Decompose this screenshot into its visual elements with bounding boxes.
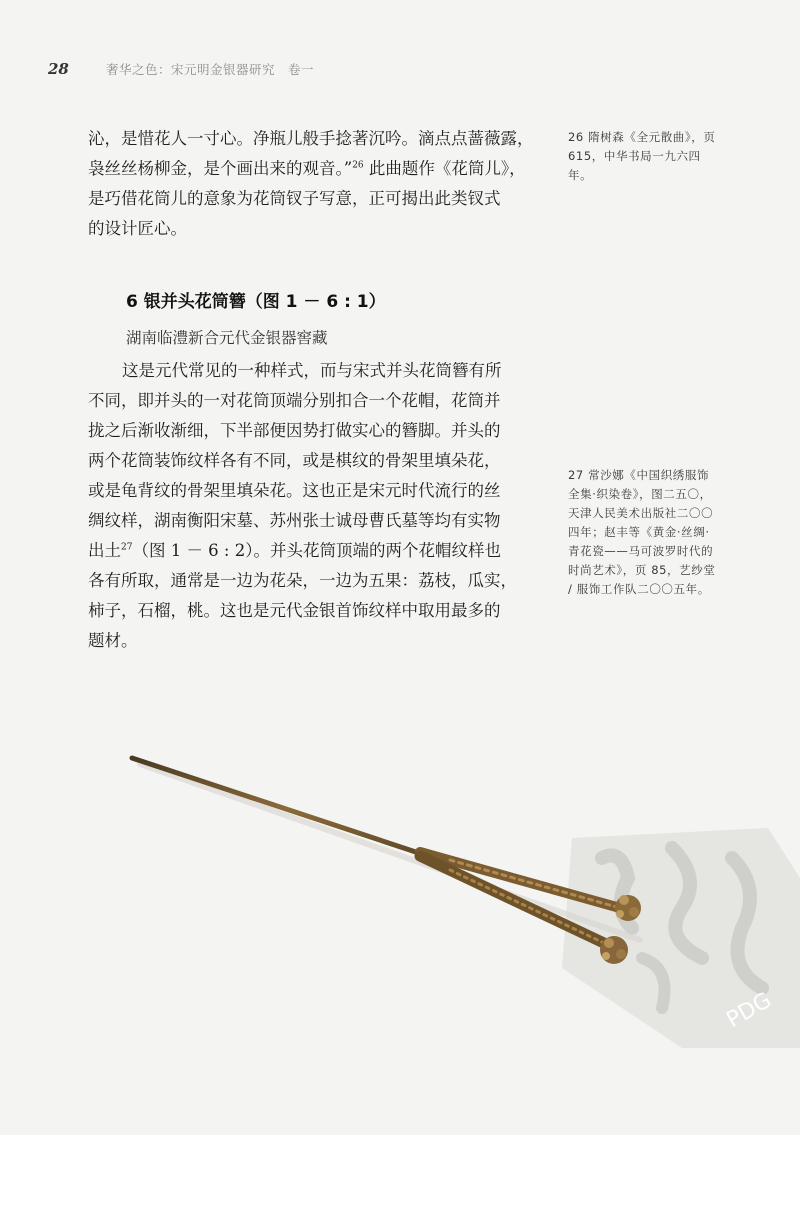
- footnote-ref-27[interactable]: 27: [121, 542, 133, 553]
- footnote-26: 26 隋树森《全元散曲》，页 615，中华书局一九六四年。: [568, 130, 716, 182]
- watermark-text: PDG: [722, 987, 776, 1034]
- flower-cap-upper: [615, 895, 641, 921]
- text-line: 拢之后渐收渐细，下半部便因势打做实心的簪脚。并头的: [88, 421, 501, 440]
- text-line: 各有所取，通常是一边为花朵，一边为五果：荔枝，瓜实，: [88, 571, 517, 590]
- paragraph-main: [88, 356, 550, 656]
- footnote-ref-26[interactable]: 26: [352, 160, 364, 171]
- section-subheading: 湖南临澧新合元代金银器窖藏: [126, 329, 328, 347]
- text-line: 绸纹样，湖南衡阳宋墓、苏州张士诚母曹氏墓等均有实物: [88, 511, 501, 530]
- text-line: 出土$^{27}$（图 1 － 6 : 2）。并头花筒顶端的两个花帽纹样也: [88, 541, 501, 560]
- section-heading: 6 银并头花筒簪（图 1 － 6 : 1）: [126, 292, 386, 312]
- running-head: [48, 60, 314, 84]
- book-title: 奢华之色：宋元明金银器研究 卷一: [106, 62, 315, 77]
- flower-cap-lower: [600, 936, 628, 964]
- pin-leg: [132, 758, 440, 860]
- text-line: 袅丝丝杨柳金，是个画出来的观音。”$^{26}$ 此曲题作《花筒儿》，: [88, 159, 526, 178]
- text-line: 的设计匠心。: [88, 219, 187, 238]
- text-line: 这是元代常见的一种样式，而与宋式并头花筒簪有所: [122, 361, 502, 380]
- text-line: 是巧借花筒儿的意象为花筒钗子写意，正可揭出此类钗式: [88, 189, 501, 208]
- page-number: 28: [48, 60, 69, 78]
- text-line: 两个花筒装饰纹样各有不同，或是棋纹的骨架里填朵花，: [88, 451, 501, 470]
- footnote-27: 27 常沙娜《中国织绣服饰全集·织染卷》，图二五〇，天津人民美术出版社二〇〇四年；赵丰等《黄金·丝绸·青花瓷——马可波罗时代的时尚艺术》，页 85，艺纱堂 / 服饰工作队二〇〇五年。: [568, 468, 716, 596]
- text-line: 或是龟背纹的骨架里填朵花。这也正是宋元时代流行的丝: [88, 481, 501, 500]
- text-line: 不同，即并头的一对花筒顶端分别扣合一个花帽，花筒并: [88, 391, 501, 410]
- text-line: 沁，是惜花人一寸心。净瓶儿般手捻著沉吟。滴点点蔷薇露，: [88, 129, 534, 148]
- text-line: 柿子，石榴，桃。这也是元代金银首饰纹样中取用最多的: [88, 601, 501, 620]
- paragraph-continued: [88, 124, 550, 244]
- hairpin-photo: [120, 740, 800, 1040]
- text-line: 题材。: [88, 631, 138, 650]
